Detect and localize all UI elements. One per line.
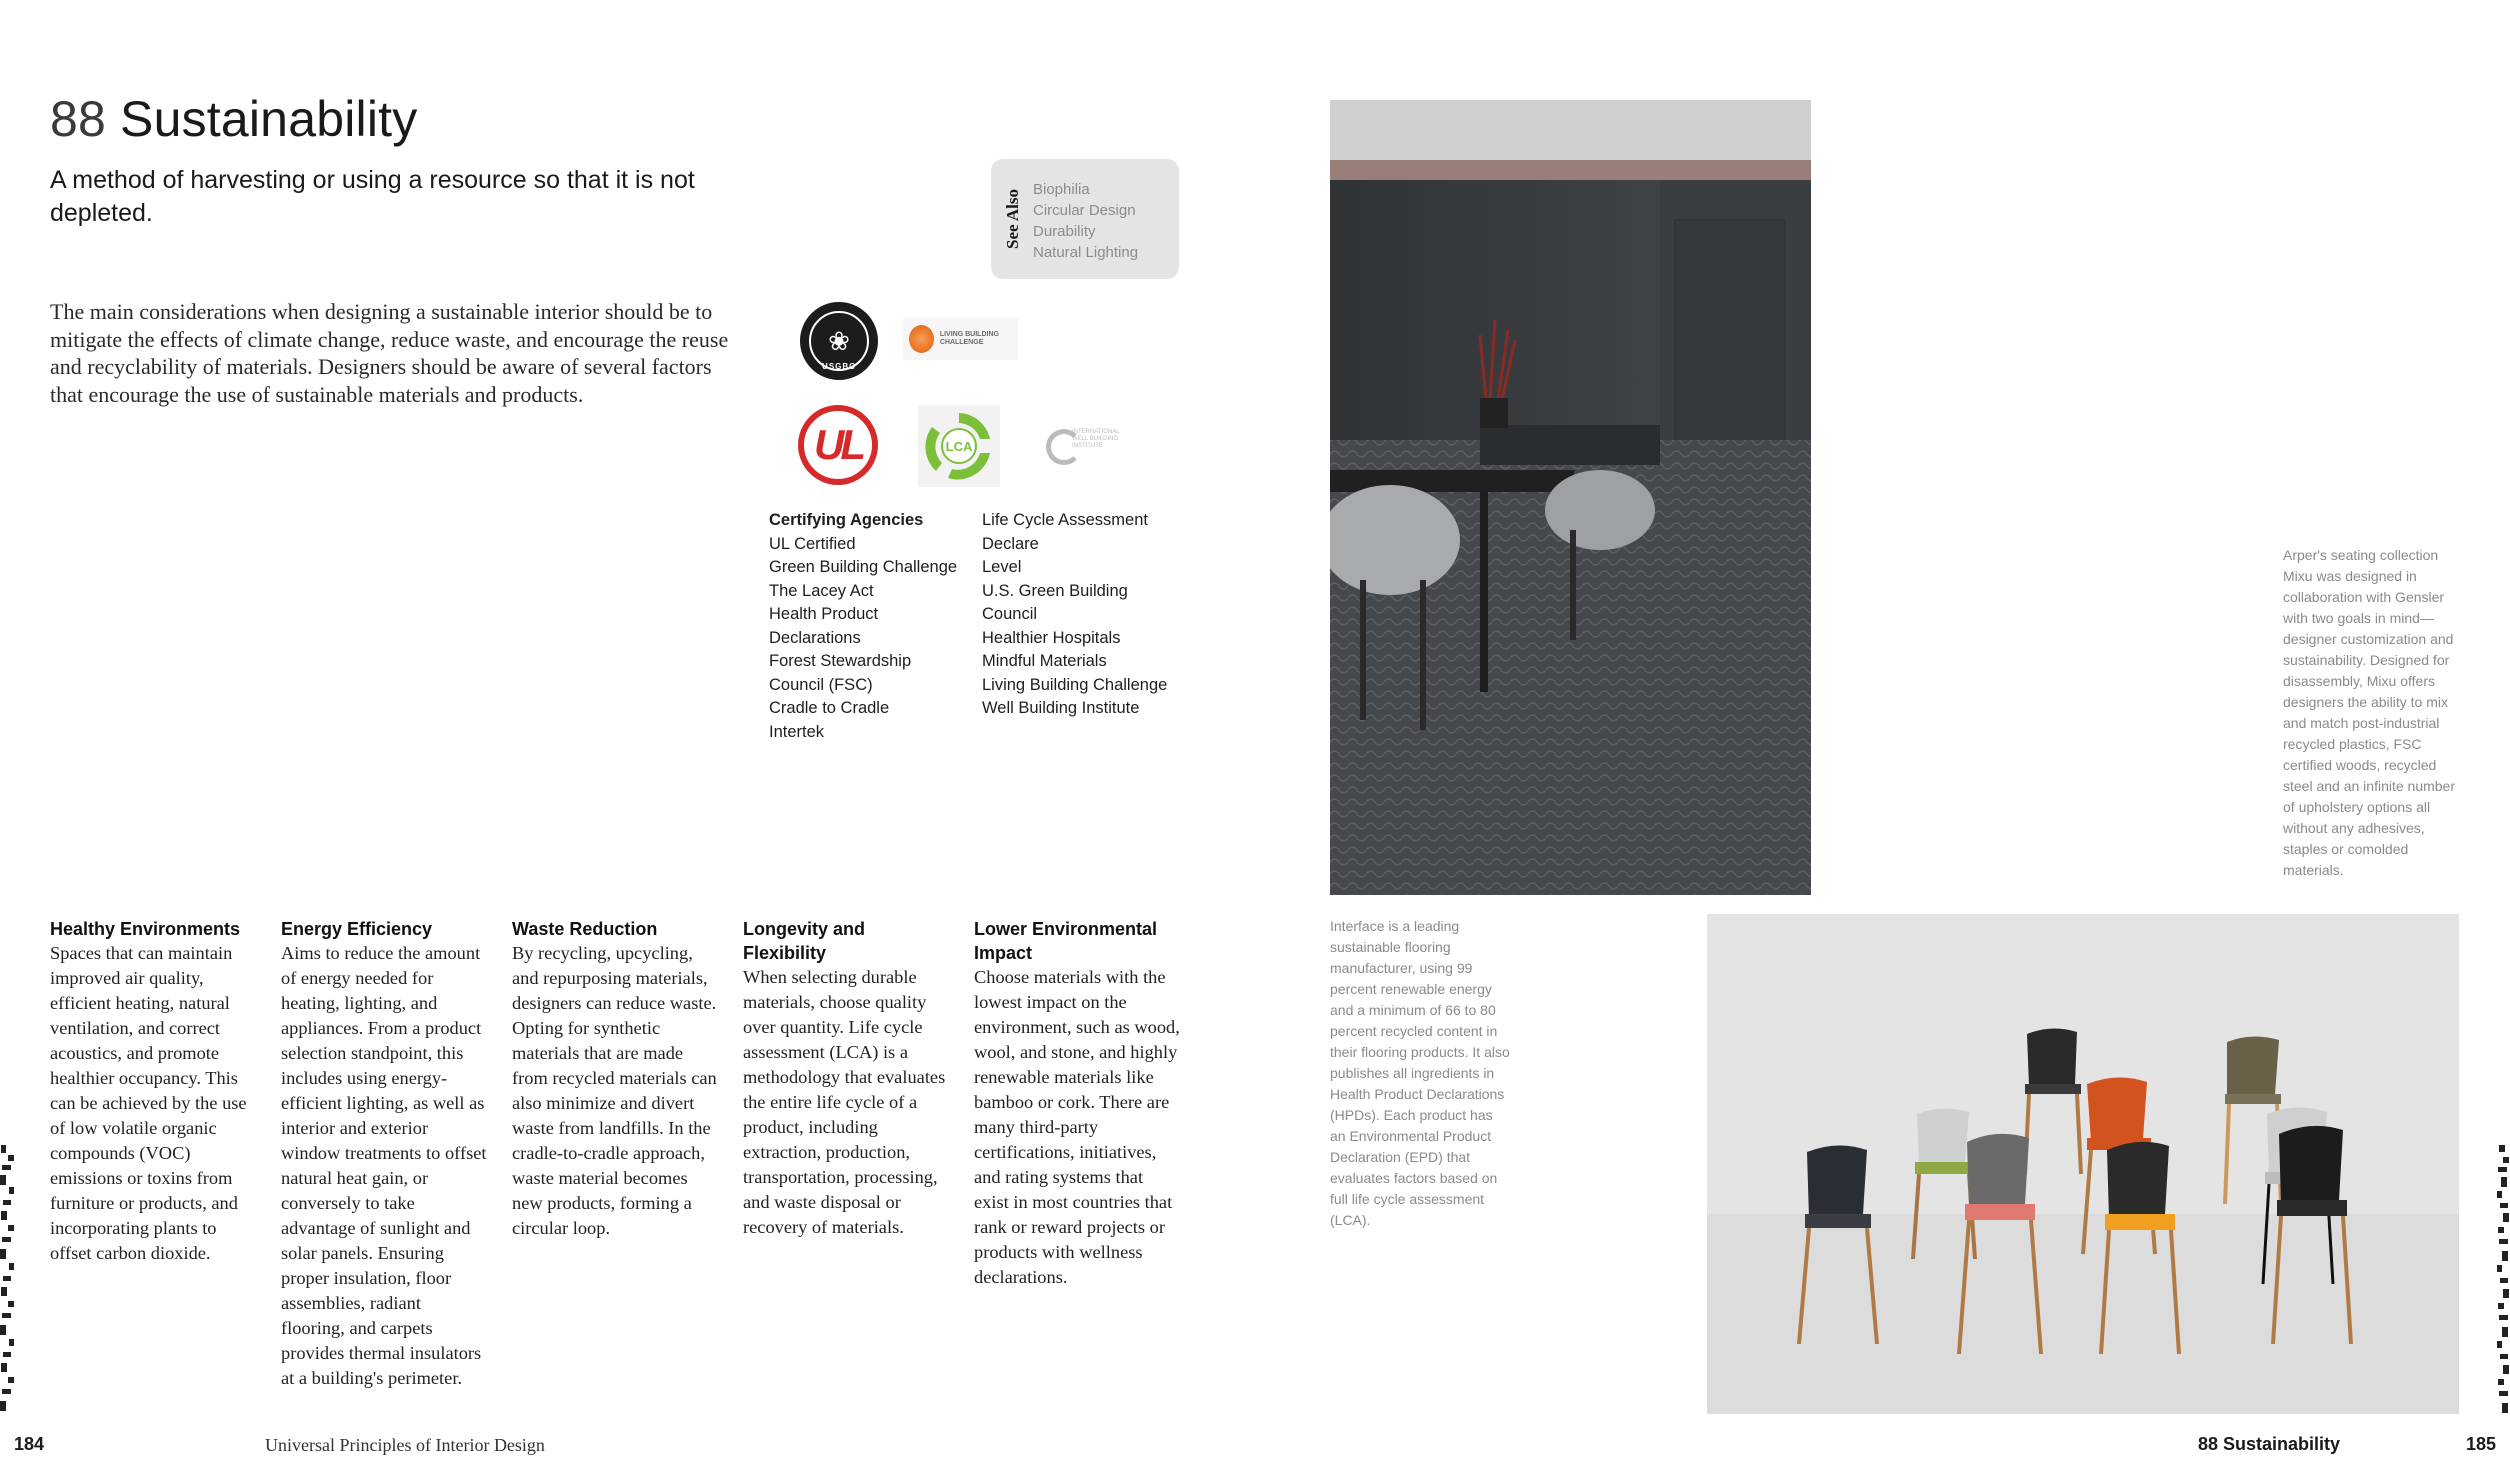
see-also-item[interactable]: Natural Lighting	[1033, 244, 1139, 261]
usgbc-logo-text: USGBC	[822, 362, 856, 371]
column-title: Longevity and Flexibility	[743, 919, 866, 963]
chapter-title	[50, 90, 417, 148]
see-also-box	[991, 159, 1179, 279]
column-healthy-environments	[50, 917, 256, 1266]
book-title: Universal Principles of Interior Design	[265, 1435, 545, 1455]
column-text: By recycling, upcycling, and repurposing materials, designers can reduce waste. Opting for synthetic materials that are made from recycled materials can also minimize and divert waste from landfills. In the cradle-to-cradle approach, waste material becomes new products, forming a circular loop.	[512, 943, 717, 1238]
well-logo-text: INTERNATIONAL WELL BUILDING INSTITUTE	[1072, 429, 1120, 449]
lbc-logo-text: LIVING BUILDING CHALLENGE	[939, 331, 999, 346]
column-text: Aims to reduce the amount of energy needed for heating, lighting, and appliances. From a product selection standpoint, this includes using energy-efficient lighting, as well as interior and exterior window treatments to offset natural heat gain, or conversely to take advantage of sunlight and solar panels. Ensuring proper insulation, floor assemblies, radiant flooring, and carpets provides thermal insulators at a building's perimeter.	[281, 943, 487, 1388]
agencies-column-1	[769, 509, 982, 744]
see-also-item[interactable]: Durability	[1033, 223, 1096, 240]
agency-item: Intertek	[769, 722, 825, 741]
column-waste-reduction	[512, 917, 718, 1241]
see-also-label-wrap	[991, 177, 1035, 261]
agency-item: Level	[982, 558, 1022, 576]
agency-item: Life Cycle Assessment	[982, 511, 1148, 529]
chapter-number: 88	[50, 91, 107, 147]
column-energy-efficiency	[281, 917, 487, 1391]
page-number-right: 185	[2466, 1434, 2497, 1454]
agencies-heading: Certifying Agencies	[769, 511, 924, 529]
agency-item: Council	[982, 605, 1038, 623]
column-lower-environmental-impact	[974, 917, 1180, 1290]
certifying-agencies	[769, 509, 1202, 744]
agencies-column-2	[982, 509, 1202, 744]
living-building-challenge-logo	[903, 318, 1018, 360]
agency-item: Mindful Materials	[982, 652, 1107, 670]
column-longevity-flexibility	[743, 917, 949, 1240]
column-title: Lower Environmental Impact	[974, 919, 1158, 963]
well-building-logo	[1042, 425, 1122, 469]
see-also-item[interactable]: Circular Design	[1033, 202, 1136, 219]
see-also-item[interactable]: Biophilia	[1033, 181, 1090, 198]
leaf-icon: ❀	[809, 311, 869, 371]
column-text: When selecting durable materials, choose quality over quantity. Life cycle assessment (LCA) is a methodology that evaluates the entire life cycle of a product, including extraction, production, transportation, processing, and waste disposal or recovery of materials.	[743, 967, 946, 1237]
flower-icon	[909, 325, 934, 353]
page-edge-pattern	[0, 1145, 16, 1415]
lca-logo	[918, 405, 1000, 487]
agency-item: Well Building Institute	[982, 699, 1140, 717]
recycle-icon	[918, 405, 1000, 487]
ul-logo-text: UL	[814, 421, 862, 468]
room-illustration	[1330, 100, 1811, 895]
agency-item: Cradle to Cradle	[769, 699, 890, 717]
agency-item: Council (FSC)	[769, 675, 873, 694]
see-also-label: See Also	[1003, 189, 1023, 249]
usgbc-logo	[800, 302, 878, 380]
agency-item: Health Product	[769, 605, 879, 623]
agency-item: Declare	[982, 534, 1039, 553]
agency-item: UL Certified	[769, 534, 856, 553]
agency-item: The Lacey Act	[769, 581, 874, 600]
ul-logo	[798, 405, 878, 485]
agency-item: U.S. Green Building	[982, 581, 1128, 600]
agency-item: Declarations	[769, 628, 861, 647]
chairs-photo	[1707, 914, 2459, 1414]
footer-chapter-label: 88 Sustainability	[2198, 1434, 2341, 1454]
lca-logo-text: LCA	[945, 439, 973, 454]
agency-item: Green Building Challenge	[769, 558, 958, 576]
page-edge-pattern	[2496, 1145, 2510, 1415]
interface-caption: Interface is a leading sustainable flooring manufacturer, using 99 percent renewable energy and a minimum of 66 to 80 percent recycled content in their flooring products. It also publishes all ingredients in Health Product Declarations (HPDs). Each product has an Environmental Product Declaration (EPD) that evaluates factors based on full life cycle assessment (LCA).	[1330, 918, 1510, 1228]
agency-item: Living Building Challenge	[982, 675, 1168, 694]
arper-caption: Arper's seating collection Mixu was designed in collaboration with Gensler with two goals in mind—designer customization and sustainability. Designed for disassembly, Mixu offers designers the ability to mix and match post-industrial recycled plastics, FSC certified woods, recycled steel and an infinite number of upholstery options all without any adhesives, staples or comolded materials.	[2283, 547, 2455, 878]
intro-paragraph: The main considerations when designing a sustainable interior should be to mitigate the effects of climate change, reduce waste, and encourage the reuse and recyclability of materials. Designers should be aware of several factors that encourage the use of sustainable materials and products.	[50, 299, 729, 407]
chapter-title-text: Sustainability	[120, 91, 418, 147]
agency-item: Forest Stewardship	[769, 652, 912, 670]
column-title: Healthy Environments	[50, 919, 241, 939]
column-text: Choose materials with the lowest impact on the environment, such as wood, wool, and stone, and highly renewable materials like bamboo or cork. There are many third-party certifications, initiatives, and rating systems that exist in most countries that rank or reward projects or products with wellness declarations.	[974, 967, 1180, 1287]
definition: A method of harvesting or using a resource so that it is not depleted.	[50, 166, 695, 227]
page-number-left: 184	[14, 1434, 45, 1454]
see-also-list	[1033, 179, 1138, 263]
interior-room-photo	[1330, 100, 1811, 895]
agency-item: Healthier Hospitals	[982, 628, 1121, 647]
chairs-illustration	[1707, 914, 2459, 1414]
column-title: Energy Efficiency	[281, 919, 433, 939]
column-title: Waste Reduction	[512, 919, 658, 939]
column-text: Spaces that can maintain improved air quality, efficient heating, natural ventilation, and correct acoustics, and promote healthier occupancy. This can be achieved by the use of low volatile organic compounds (VOC) emissions or toxins from furniture or products, and incorporating plants to offset carbon dioxide.	[50, 943, 247, 1263]
